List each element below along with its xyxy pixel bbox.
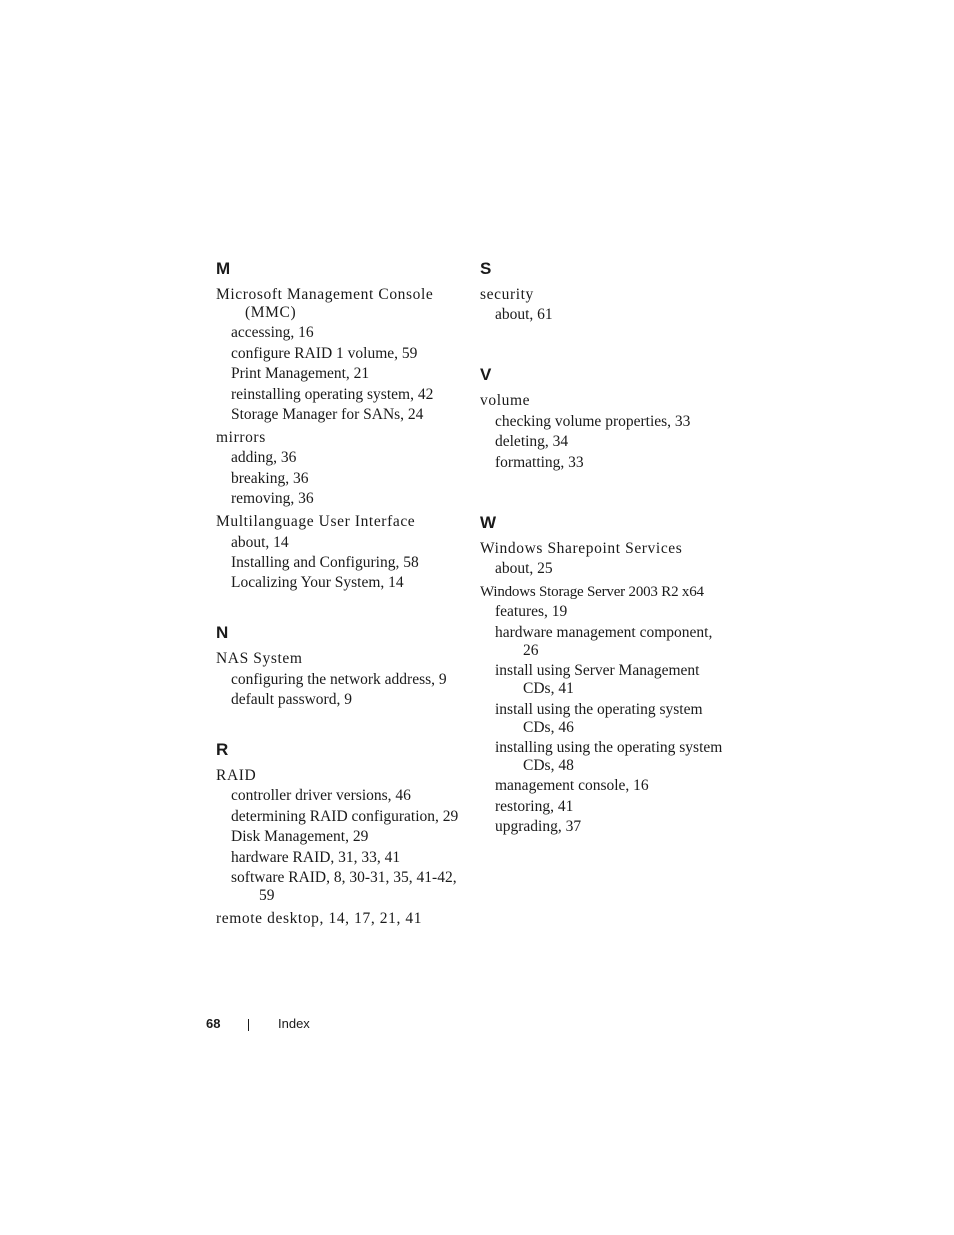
index-subentry: checking volume properties, 33: [495, 412, 691, 430]
section-letter: W: [480, 512, 497, 532]
index-subentry: deleting, 34: [495, 433, 569, 451]
index-section-v: [480, 364, 725, 471]
section-letter: N: [216, 623, 229, 643]
section-letter: M: [216, 259, 231, 278]
index-subentry: install using Server Management CDs, 41: [495, 662, 700, 698]
index-subentry: Installing and Configuring, 58: [231, 553, 419, 571]
index-term: security: [480, 286, 534, 303]
index-entry: [480, 583, 725, 836]
index-entry: [216, 910, 461, 928]
index-subentry: breaking, 36: [231, 469, 309, 487]
index-term: NAS System: [216, 650, 303, 668]
index-subentry: reinstalling operating system, 42: [231, 385, 434, 403]
section-letter: V: [480, 365, 492, 385]
index-term: Microsoft Management Console (MMC): [216, 286, 434, 321]
index-column-right: [480, 258, 725, 866]
index-subentry: default password, 9: [231, 691, 352, 709]
index-subentry: hardware RAID, 31, 33, 41: [231, 848, 401, 866]
index-subentry: installing using the operating system CDs, 48: [495, 738, 723, 774]
index-term: RAID: [216, 767, 257, 785]
section-letter: S: [480, 259, 492, 278]
index-subentry: restoring, 41: [495, 797, 574, 815]
index-subentry: upgrading, 37: [495, 818, 582, 836]
index-entry: [480, 540, 725, 578]
footer-section-label: Index: [278, 1016, 310, 1031]
index-entry: [216, 429, 461, 508]
index-column-left: [216, 258, 461, 958]
section-letter: R: [216, 740, 229, 760]
index-entry: [216, 650, 461, 709]
index-term: Windows Storage Server 2003 R2 x64: [480, 583, 704, 600]
index-subentry: about, 25: [495, 559, 553, 577]
footer-separator: [248, 1019, 249, 1031]
index-section-r: [216, 739, 461, 928]
index-entry: [480, 392, 725, 471]
page-number: 68: [206, 1016, 221, 1031]
index-subentry: configure RAID 1 volume, 59: [231, 344, 418, 362]
index-subentry: install using the operating system CDs, 46: [495, 700, 703, 736]
index-subentry: management console, 16: [495, 777, 649, 795]
index-term: volume: [480, 392, 531, 410]
index-subentry: Disk Management, 29: [231, 828, 369, 846]
index-section-n: [216, 622, 461, 709]
index-subentry: configuring the network address, 9: [231, 670, 447, 688]
index-section-s: [480, 258, 725, 324]
index-term: Multilanguage User Interface: [216, 513, 416, 531]
index-subentry: controller driver versions, 46: [231, 787, 411, 805]
index-term: remote desktop, 14, 17, 21, 41: [216, 910, 423, 928]
index-entry: [216, 286, 461, 424]
index-subentry: about, 61: [495, 306, 553, 324]
index-subentry: determining RAID configuration, 29: [231, 807, 459, 825]
index-subentry: adding, 36: [231, 449, 297, 467]
index-subentry: removing, 36: [231, 490, 314, 508]
index-subentry: Localizing Your System, 14: [231, 574, 404, 592]
index-entry: [480, 286, 725, 324]
index-subentry: accessing, 16: [231, 324, 314, 342]
index-section-m: [216, 258, 461, 592]
index-subentry: Print Management, 21: [231, 365, 370, 383]
index-entry: [216, 767, 461, 905]
index-subentry: features, 19: [495, 603, 568, 621]
index-subentry: formatting, 33: [495, 453, 584, 471]
index-section-w: [480, 512, 725, 837]
index-term: mirrors: [216, 428, 266, 446]
index-subentry: Storage Manager for SANs, 24: [231, 405, 424, 423]
index-subentry: hardware management component, 26: [495, 623, 713, 659]
index-entry: [216, 513, 461, 592]
index-subentry: software RAID, 8, 30-31, 35, 41-42, 59: [231, 869, 457, 905]
index-term: Windows Sharepoint Services: [480, 539, 683, 557]
index-subentry: about, 14: [231, 533, 289, 551]
